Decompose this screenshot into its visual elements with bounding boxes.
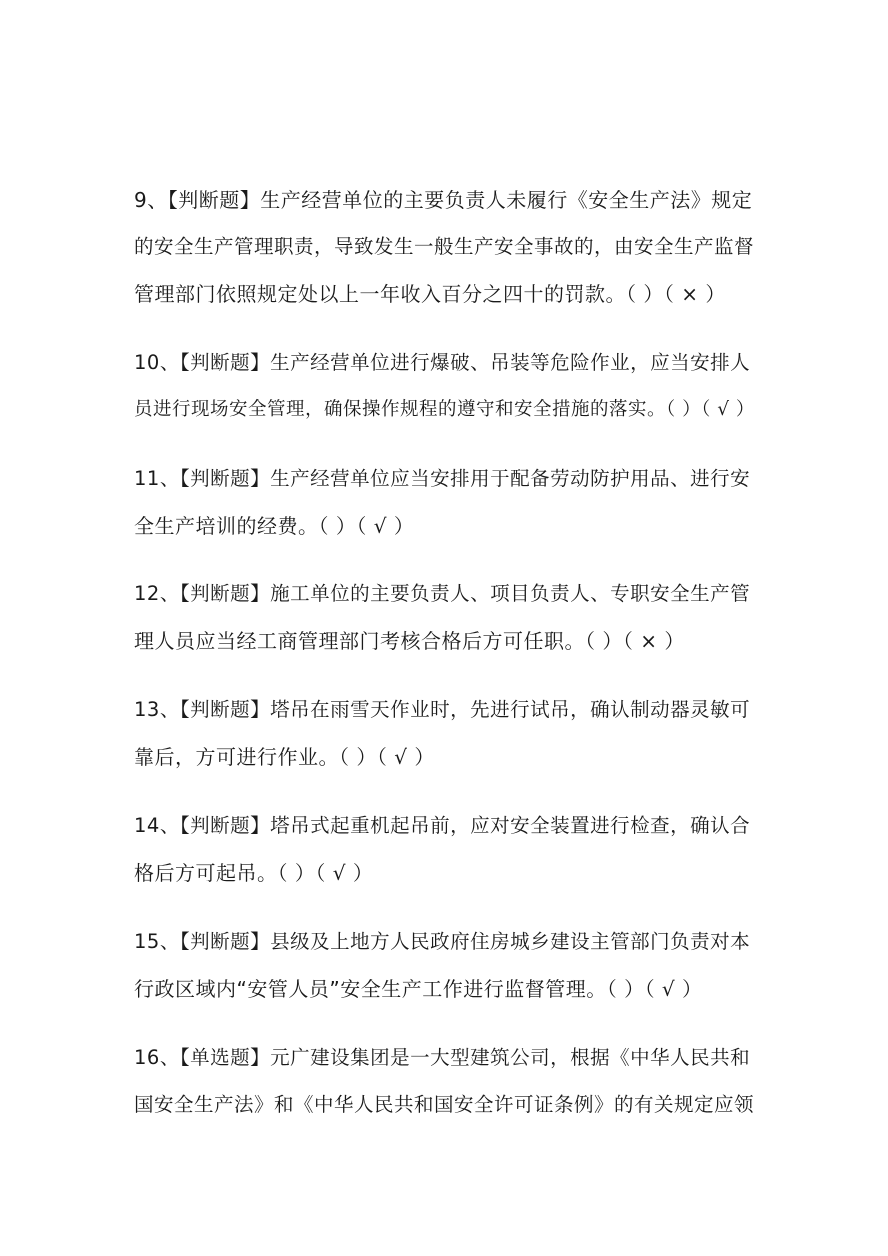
question-text-line: 11、【判断题】生产经营单位应当安排用于配备劳动防护用品、进行安 <box>134 467 751 490</box>
question-text-line: 13、【判断题】塔吊在雨雪天作业时，先进行试吊，确认制动器灵敏可 <box>134 698 751 721</box>
question-text-line: 管理部门依照规定处以上一年收入百分之四十的罚款。（ ）（ × ） <box>134 282 726 306</box>
question-text-line: 14、【判断题】塔吊式起重机起吊前，应对安全装置进行检查，确认合 <box>134 814 751 837</box>
question-15 <box>134 924 759 1007</box>
question-text-line: 全生产培训的经费。（ ）（ √ ） <box>134 514 415 538</box>
question-10 <box>134 345 759 428</box>
question-text-line: 10、【判断题】生产经营单位进行爆破、吊装等危险作业，应当安排人 <box>134 351 751 374</box>
question-text-line: 格后方可起吊。（ ）（ √ ） <box>134 861 374 885</box>
question-text-line: 16、【单选题】元广建设集团是一大型建筑公司，根据《中华人民共和 <box>134 1046 751 1069</box>
question-12 <box>134 576 759 659</box>
question-13 <box>134 692 759 775</box>
question-14 <box>134 808 759 891</box>
question-text-line: 靠后，方可进行作业。（ ）（ √ ） <box>134 745 435 769</box>
question-text-line: 理人员应当经工商管理部门考核合格后方可任职。（ ）（ × ） <box>134 629 685 653</box>
question-9 <box>134 182 759 312</box>
question-text-line: 的安全生产管理职责，导致发生一般生产安全事故的，由安全生产监督 <box>134 235 755 258</box>
question-11 <box>134 461 759 544</box>
question-16 <box>134 1040 759 1123</box>
question-text-line: 员进行现场安全管理，确保操作规程的遵守和安全措施的落实。（ ）（ √ ） <box>134 399 755 420</box>
question-text-line: 行政区域内“安管人员”安全生产工作进行监督管理。（ ）（ √ ） <box>134 977 703 1001</box>
question-text-line: 国安全生产法》和《中华人民共和国安全许可证条例》的有关规定应领 <box>134 1093 755 1116</box>
question-text-line: 15、【判断题】县级及上地方人民政府住房城乡建设主管部门负责对本 <box>134 930 751 953</box>
question-text-line: 12、【判断题】施工单位的主要负责人、项目负责人、专职安全生产管 <box>134 582 751 605</box>
question-text-line: 9、【判断题】生产经营单位的主要负责人未履行《安全生产法》规定 <box>134 188 753 212</box>
